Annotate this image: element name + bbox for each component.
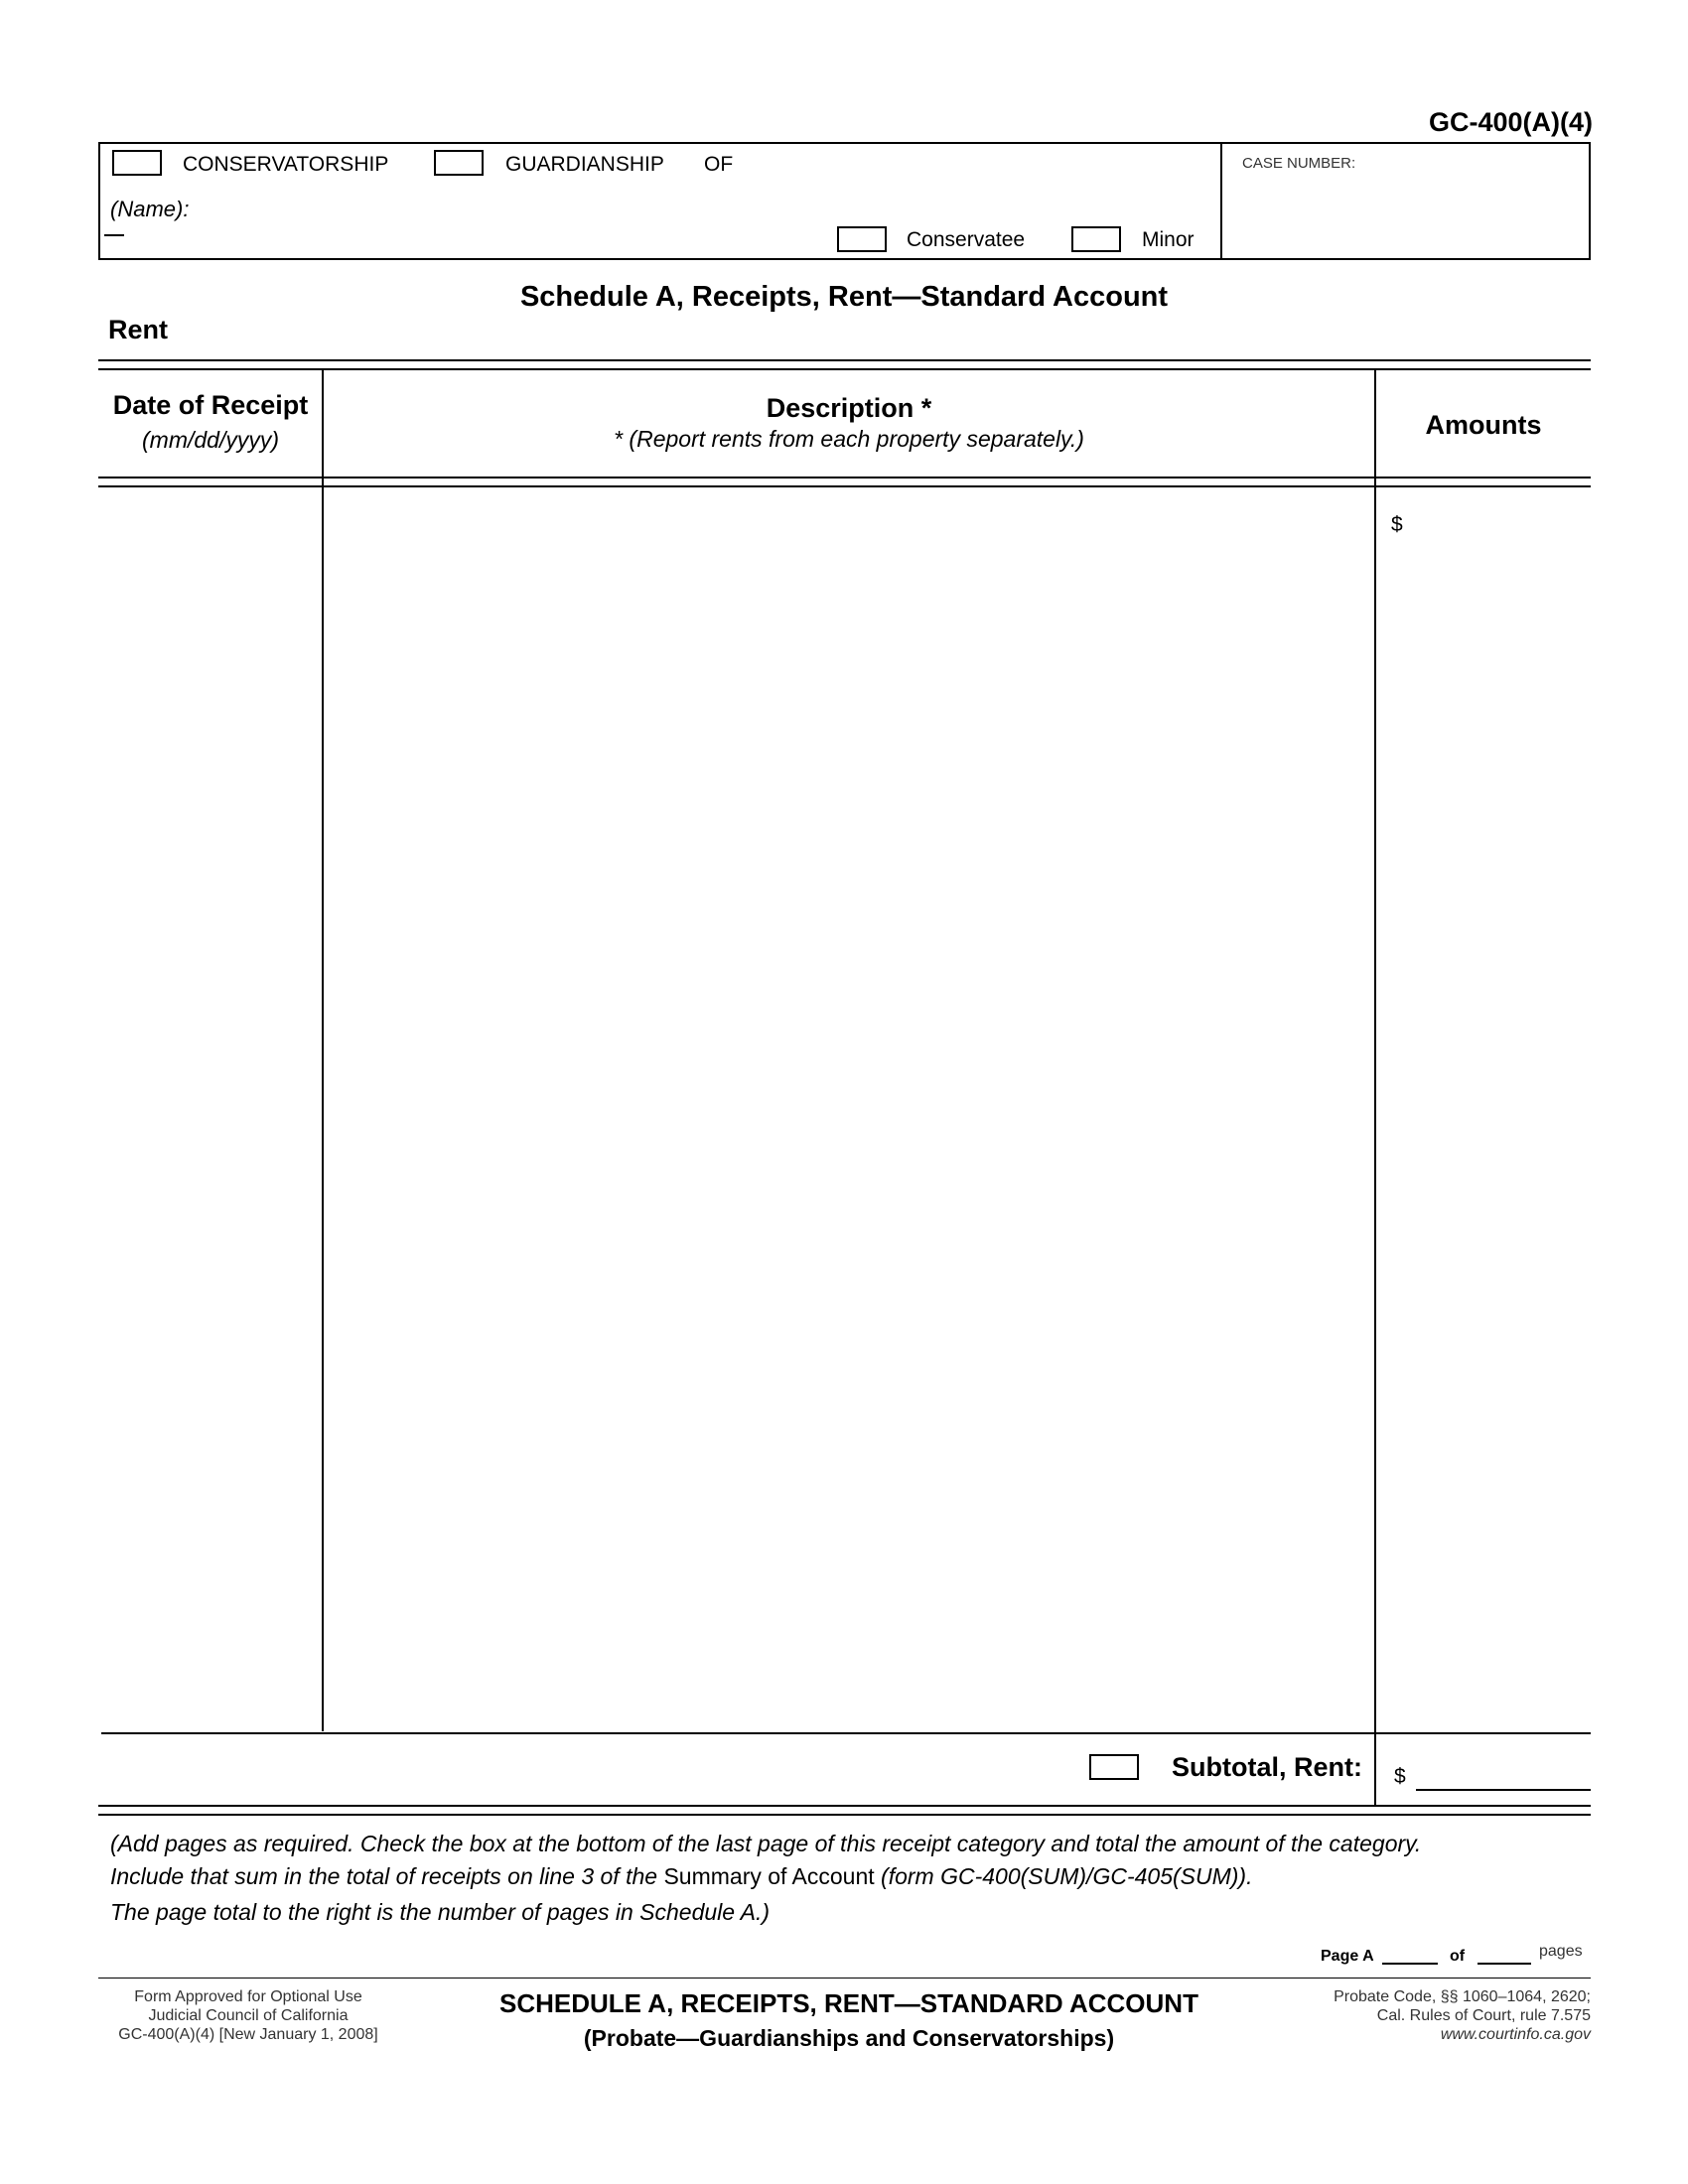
amounts-column-header: Amounts	[1425, 410, 1542, 440]
instructions-line-3: The page total to the right is the number of pages in Schedule A.)	[110, 1899, 771, 1925]
section-label: Rent	[108, 315, 168, 344]
date-entry-area[interactable]	[100, 488, 321, 1729]
total-pages-input[interactable]	[1477, 1941, 1531, 1965]
subtotal-currency-symbol: $	[1394, 1765, 1406, 1788]
conservatee-label: Conservatee	[907, 228, 1026, 251]
footer-left-line-1: Form Approved for Optional Use	[134, 1988, 362, 2005]
amount-column-divider	[1374, 368, 1376, 1805]
name-tick	[104, 234, 124, 236]
footer-form-subtitle: (Probate—Guardianships and Conservatorships)	[583, 2025, 1115, 2051]
footer-left-line-2: Judicial Council of California	[148, 2007, 349, 2024]
last-page-checkbox[interactable]	[1089, 1754, 1139, 1780]
amount-currency-symbol: $	[1391, 513, 1403, 536]
footer-left-line-3: GC-400(A)(4) [New January 1, 2008]	[118, 2026, 378, 2043]
case-number-label: CASE NUMBER:	[1242, 155, 1356, 172]
summary-of-account-text: Summary of Account	[663, 1863, 875, 1889]
minor-label: Minor	[1142, 228, 1195, 251]
conservatee-checkbox[interactable]	[837, 226, 887, 252]
form-number: GC-400(A)(4)	[1428, 107, 1593, 137]
conservatorship-checkbox[interactable]	[112, 150, 162, 176]
footer-form-title: SCHEDULE A, RECEIPTS, RENT—STANDARD ACCOUNT	[499, 1988, 1198, 2018]
case-number-input[interactable]	[1236, 179, 1574, 248]
page-number-input[interactable]	[1382, 1941, 1438, 1965]
footer-left	[104, 1987, 392, 2044]
table-bottom-rule-2	[98, 1814, 1591, 1816]
table-top-rule-1	[98, 359, 1591, 361]
description-column-note: * (Report rents from each property separately.)	[614, 426, 1084, 452]
footer-right-line-1: Probate Code, §§ 1060–1064, 2620;	[1334, 1988, 1591, 2005]
instructions-line-2: Include that sum in the total of receipts on line 3 of the Summary of Account (form GC-400(SUM)/GC-405(SUM)).	[110, 1863, 1253, 1889]
instructions-line-1: (Add pages as required. Check the box at the bottom of the last page of this receipt category and total the amount of the category.	[110, 1831, 1422, 1856]
caption-divider	[1220, 142, 1222, 260]
footer-rule	[98, 1978, 1591, 1979]
footer-right-line-2: Cal. Rules of Court, rule 7.575	[1376, 2007, 1591, 2024]
guardianship-label: GUARDIANSHIP	[505, 153, 664, 176]
subtotal-top-rule	[101, 1732, 1591, 1734]
description-entry-area[interactable]	[324, 488, 1373, 1729]
instructions	[110, 1828, 1590, 1929]
conservatorship-label: CONSERVATORSHIP	[183, 153, 389, 176]
description-column-header	[324, 393, 1374, 453]
of-label: OF	[704, 153, 734, 176]
page-label: Page A	[1321, 1948, 1374, 1965]
name-label: (Name):	[110, 197, 190, 221]
date-column-format: (mm/dd/yyyy)	[142, 427, 279, 453]
date-column-title: Date of Receipt	[112, 390, 309, 420]
table-bottom-rule-1	[98, 1805, 1591, 1807]
footer-center	[417, 1988, 1281, 2052]
footer-website-link[interactable]: www.courtinfo.ca.gov	[1440, 2026, 1591, 2043]
page-title: Schedule A, Receipts, Rent—Standard Account	[519, 281, 1169, 313]
amount-entry-area[interactable]	[1410, 501, 1584, 1727]
subtotal-input[interactable]	[1416, 1755, 1591, 1791]
minor-checkbox[interactable]	[1071, 226, 1121, 252]
description-column-title: Description *	[766, 393, 932, 423]
name-input[interactable]	[228, 193, 824, 222]
pages-label: pages	[1539, 1943, 1583, 1960]
date-column-header	[100, 390, 321, 454]
of-label: of	[1450, 1948, 1466, 1965]
subtotal-label: Subtotal, Rent:	[1172, 1752, 1362, 1782]
guardianship-checkbox[interactable]	[434, 150, 484, 176]
footer-right	[1293, 1987, 1591, 2044]
